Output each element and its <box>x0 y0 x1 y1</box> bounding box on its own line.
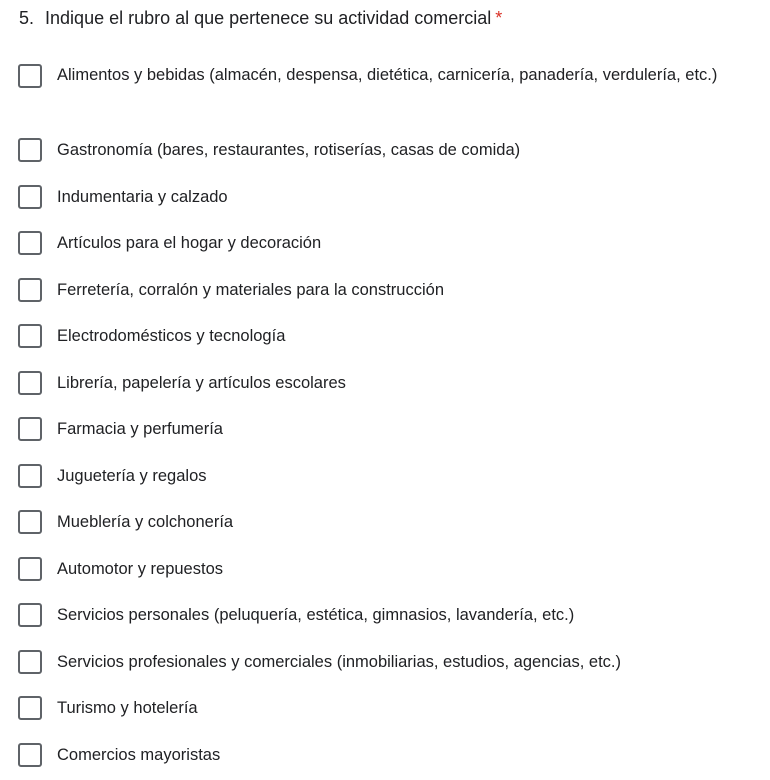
checkbox-label: Juguetería y regalos <box>57 466 207 485</box>
checkbox[interactable] <box>18 324 42 348</box>
checkbox-option[interactable] <box>18 277 748 304</box>
checkbox-label: Gastronomía (bares, restaurantes, rotiserías, casas de comida) <box>57 140 521 159</box>
checkbox-option[interactable] <box>18 137 748 164</box>
checkbox-option[interactable] <box>18 742 748 769</box>
checkbox[interactable] <box>18 557 42 581</box>
checkbox[interactable] <box>18 138 42 162</box>
checkbox-option[interactable] <box>18 230 748 257</box>
checkbox-label: Ferretería, corralón y materiales para la construcción <box>57 280 444 299</box>
checkbox-option[interactable] <box>18 62 748 89</box>
checkbox-option[interactable] <box>18 416 748 443</box>
checkbox-option[interactable] <box>18 602 748 629</box>
checkbox[interactable] <box>18 743 42 767</box>
checkbox[interactable] <box>18 278 42 302</box>
checkbox[interactable] <box>18 464 42 488</box>
checkbox-label: Mueblería y colchonería <box>57 512 234 531</box>
checkbox-option[interactable] <box>18 370 748 397</box>
checkbox-option[interactable] <box>18 695 748 722</box>
checkbox[interactable] <box>18 510 42 534</box>
checkbox[interactable] <box>18 603 42 627</box>
checkbox-option[interactable] <box>18 463 748 490</box>
checkbox-label: Artículos para el hogar y decoración <box>57 233 322 252</box>
checkbox[interactable] <box>18 696 42 720</box>
checkbox[interactable] <box>18 231 42 255</box>
checkbox[interactable] <box>18 417 42 441</box>
required-asterisk: * <box>495 8 503 28</box>
checkbox-label: Comercios mayoristas <box>57 745 221 764</box>
question-title <box>19 6 502 30</box>
checkbox[interactable] <box>18 64 42 88</box>
checkbox-label: Farmacia y perfumería <box>57 419 223 438</box>
checkbox-label: Indumentaria y calzado <box>57 187 228 206</box>
checkbox-label: Servicios personales (peluquería, estética, gimnasios, lavandería, etc.) <box>57 605 575 624</box>
checkbox-label: Alimentos y bebidas (almacén, despensa, dietética, carnicería, panadería, verdulería, etc.) <box>57 66 718 84</box>
checkbox-label: Automotor y repuestos <box>57 559 223 578</box>
checkbox-option[interactable] <box>18 556 748 583</box>
checkbox[interactable] <box>18 371 42 395</box>
checkbox-option[interactable] <box>18 184 748 211</box>
checkbox-option[interactable] <box>18 509 748 536</box>
checkbox[interactable] <box>18 185 42 209</box>
checkbox-label: Servicios profesionales y comerciales (inmobiliarias, estudios, agencias, etc.) <box>57 652 621 671</box>
checkbox-option[interactable] <box>18 649 748 676</box>
checkbox-label: Turismo y hotelería <box>57 698 198 717</box>
checkbox[interactable] <box>18 650 42 674</box>
question-number: 5. <box>19 8 35 28</box>
checkbox-label: Librería, papelería y artículos escolares <box>57 373 346 392</box>
checkbox-option[interactable] <box>18 323 748 350</box>
question-text: Indique el rubro al que pertenece su actividad comercial <box>45 8 492 28</box>
checkbox-label: Electrodomésticos y tecnología <box>57 326 286 345</box>
